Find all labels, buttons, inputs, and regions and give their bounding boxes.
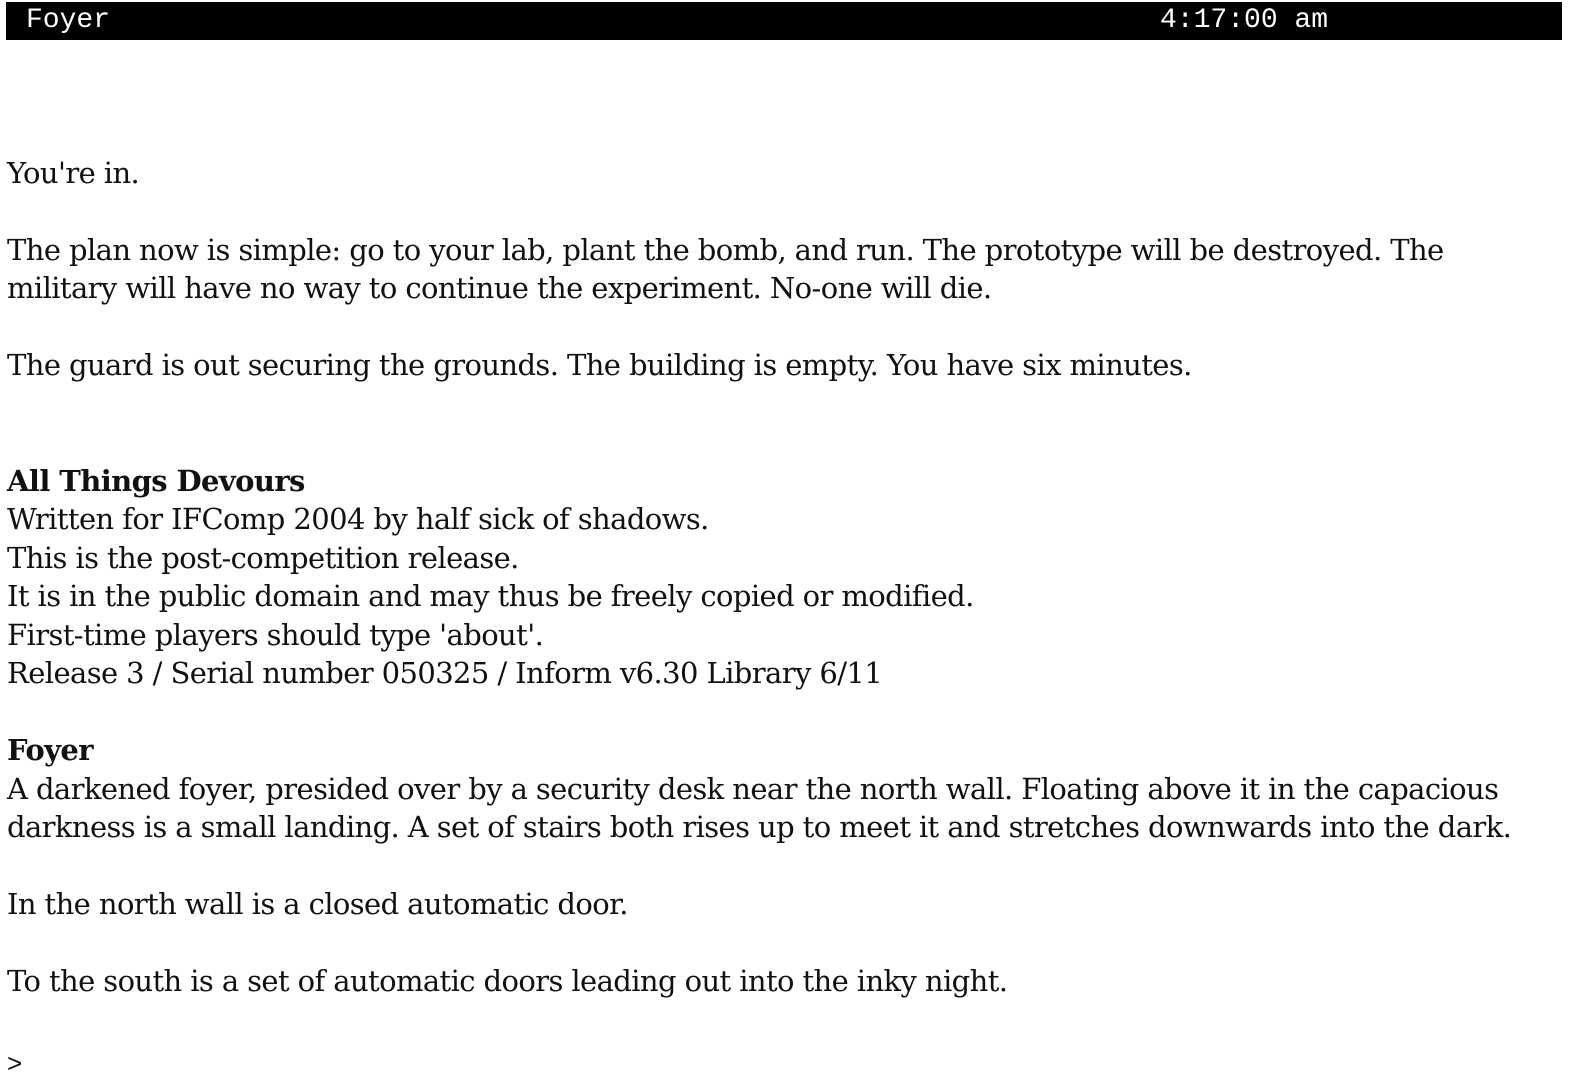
intro-text: You're in. <box>7 156 140 190</box>
room-desc-line2: darkness is a small landing. A set of stairs both rises up to meet it and stretches downwards into the dark. <box>7 810 1512 844</box>
banner-line1: Written for IFComp 2004 by half sick of shadows. <box>7 502 709 536</box>
status-room-name: Foyer <box>26 5 111 36</box>
status-time: 4:17:00 am <box>1160 5 1329 36</box>
room-desc-line1: A darkened foyer, presided over by a security desk near the north wall. Floating above it in the capacious <box>7 772 1499 806</box>
room-south-text: To the south is a set of automatic doors leading out into the inky night. <box>7 964 1008 998</box>
plan-text-line1: The plan now is simple: go to your lab, plant the bomb, and run. The prototype will be destroyed. The <box>7 233 1444 267</box>
banner-line3: It is in the public domain and may thus be freely copied or modified. <box>7 579 974 613</box>
plan-text-line2: military will have no way to continue the experiment. No-one will die. <box>7 271 992 305</box>
banner-line2: This is the post-competition release. <box>7 541 519 575</box>
banner-line4: First-time players should type 'about'. <box>7 618 544 652</box>
command-prompt[interactable]: > <box>7 1048 22 1078</box>
guard-text: The guard is out securing the grounds. The building is empty. You have six minutes. <box>7 348 1192 382</box>
room-heading: Foyer <box>7 733 93 767</box>
status-bar <box>6 2 1562 40</box>
room-north-text: In the north wall is a closed automatic door. <box>7 887 628 921</box>
banner-line5: Release 3 / Serial number 050325 / Inform v6.30 Library 6/11 <box>7 656 883 690</box>
game-title: All Things Devours <box>7 464 305 498</box>
